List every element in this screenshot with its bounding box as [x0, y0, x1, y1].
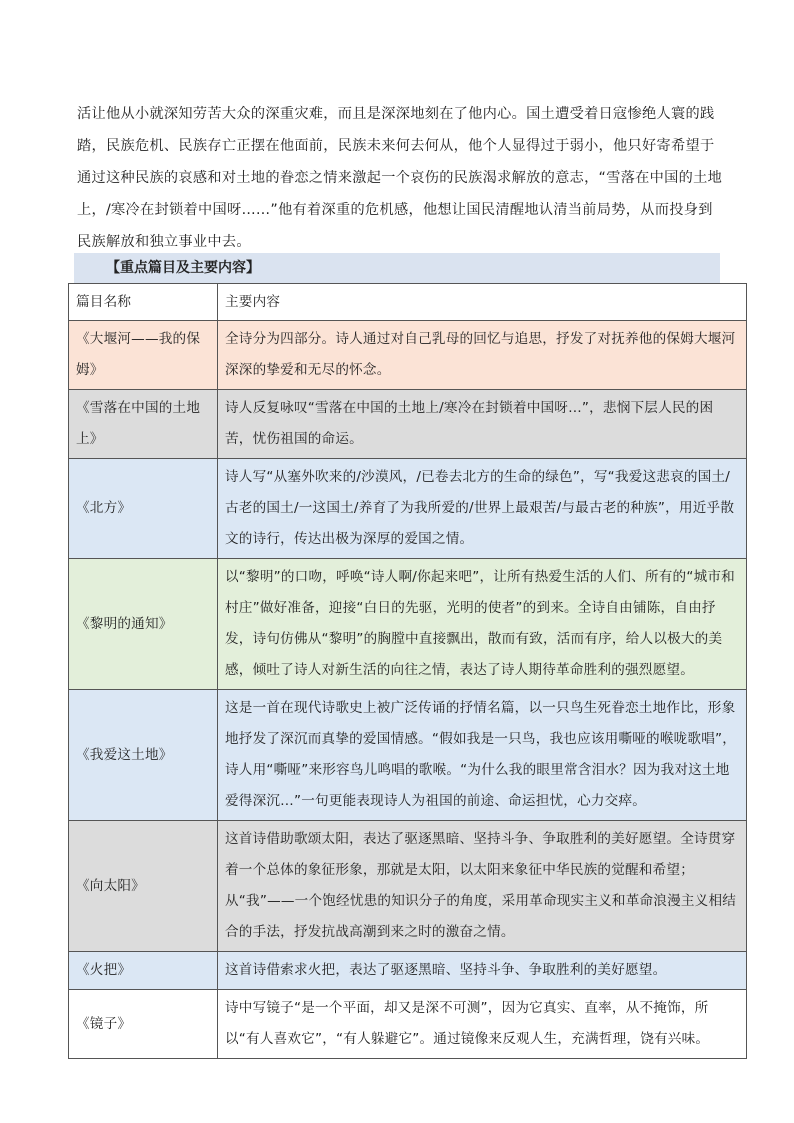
work-title: 《镜子》	[69, 990, 218, 1059]
table-row	[69, 459, 747, 559]
table-row	[69, 990, 747, 1059]
table-row	[69, 559, 747, 690]
work-content: 这首诗借索求火把，表达了驱逐黑暗、坚持斗争、争取胜利的美好愿望。	[218, 952, 747, 990]
work-content: 诗中写镜子“是一个平面，却又是深不可测”，因为它真实、直率，从不掩饰，所以“有人喜欢它”，“有人躲避它”。通过镜像来反观人生，充满哲理，饶有兴味。	[218, 990, 747, 1059]
work-content: 全诗分为四部分。诗人通过对自己乳母的回忆与追思，抒发了对抚养他的保姆大堰河深深的挚爱和无尽的怀念。	[218, 321, 747, 390]
table-row	[69, 952, 747, 990]
work-content: 这是一首在现代诗歌史上被广泛传诵的抒情名篇，以一只鸟生死眷恋土地作比，形象地抒发了深沉而真挚的爱国情感。“假如我是一只鸟，我也应该用嘶哑的喉咙歌唱”，诗人用“嘶哑”来形容鸟儿鸣唱的歌喉。“为什么我的眼里常含泪水？因为我对这土地爱得深沉…”一句更能表现诗人为祖国的前途、命运担忧，心力交瘁。	[218, 690, 747, 821]
table-row	[69, 321, 747, 390]
work-title: 《大堰河——我的保姆》	[69, 321, 218, 390]
section-heading: 【重点篇目及主要内容】	[74, 253, 720, 283]
work-title: 《我爱这土地》	[69, 690, 218, 821]
work-title: 《雪落在中国的土地上》	[69, 390, 218, 459]
intro-text	[77, 98, 727, 258]
table-row	[69, 821, 747, 952]
work-content: 以“黎明”的口吻，呼唤“诗人啊/你起来吧”，让所有热爱生活的人们、所有的“城市和村庄”做好准备，迎接“白日的先驱，光明的使者”的到来。全诗自由铺陈，自由抒发，诗句仿佛从“黎明”的胸膛中直接飘出，散而有致，活而有序，给人以极大的美感，倾吐了诗人对新生活的向往之情，表达了诗人期待革命胜利的强烈愿望。	[218, 559, 747, 690]
table-header-row	[69, 284, 747, 321]
work-title: 《向太阳》	[69, 821, 218, 952]
table-row	[69, 390, 747, 459]
work-title: 《黎明的通知》	[69, 559, 218, 690]
header-title: 篇目名称	[69, 284, 218, 321]
work-content: 诗人反复咏叹“雪落在中国的土地上/寒冷在封锁着中国呀…”，悲悯下层人民的困苦，忧伤祖国的命运。	[218, 390, 747, 459]
works-table	[68, 283, 747, 1059]
work-content: 诗人写“从塞外吹来的/沙漠风，/已卷去北方的生命的绿色”，写“我爱这悲哀的国土/古老的国土/一这国土/养育了为我所爱的/世界上最艰苦/与最古老的种族”，用近乎散文的诗行，传达出极为深厚的爱国之情。	[218, 459, 747, 559]
work-content: 这首诗借助歌颂太阳，表达了驱逐黑暗、坚持斗争、争取胜利的美好愿望。全诗贯穿着一个总体的象征形象，那就是太阳，以太阳来象征中华民族的觉醒和希望；从“我”——一个饱经忧患的知识分子的角度，采用革命现实主义和革命浪漫主义相结合的手法，抒发抗战高潮到来之时的激奋之情。	[218, 821, 747, 952]
intro-paragraph: 活让他从小就深知劳苦大众的深重灾难，而且是深深地刻在了他内心。国土遭受着日寇惨绝人寰的践踏，民族危机、民族存亡正摆在他面前，民族未来何去何从，他个人显得过于弱小，他只好寄希望于通过这种民族的哀感和对土地的眷恋之情来激起一个哀伤的民族渴求解放的意志，“雪落在中国的土地上，/寒冷在封锁着中国呀……”他有着深重的危机感，他想让国民清醒地认清当前局势，从而投身到民族解放和独立事业中去。	[77, 106, 723, 250]
work-title: 《火把》	[69, 952, 218, 990]
work-title: 《北方》	[69, 459, 218, 559]
header-content: 主要内容	[218, 284, 747, 321]
table-row	[69, 690, 747, 821]
